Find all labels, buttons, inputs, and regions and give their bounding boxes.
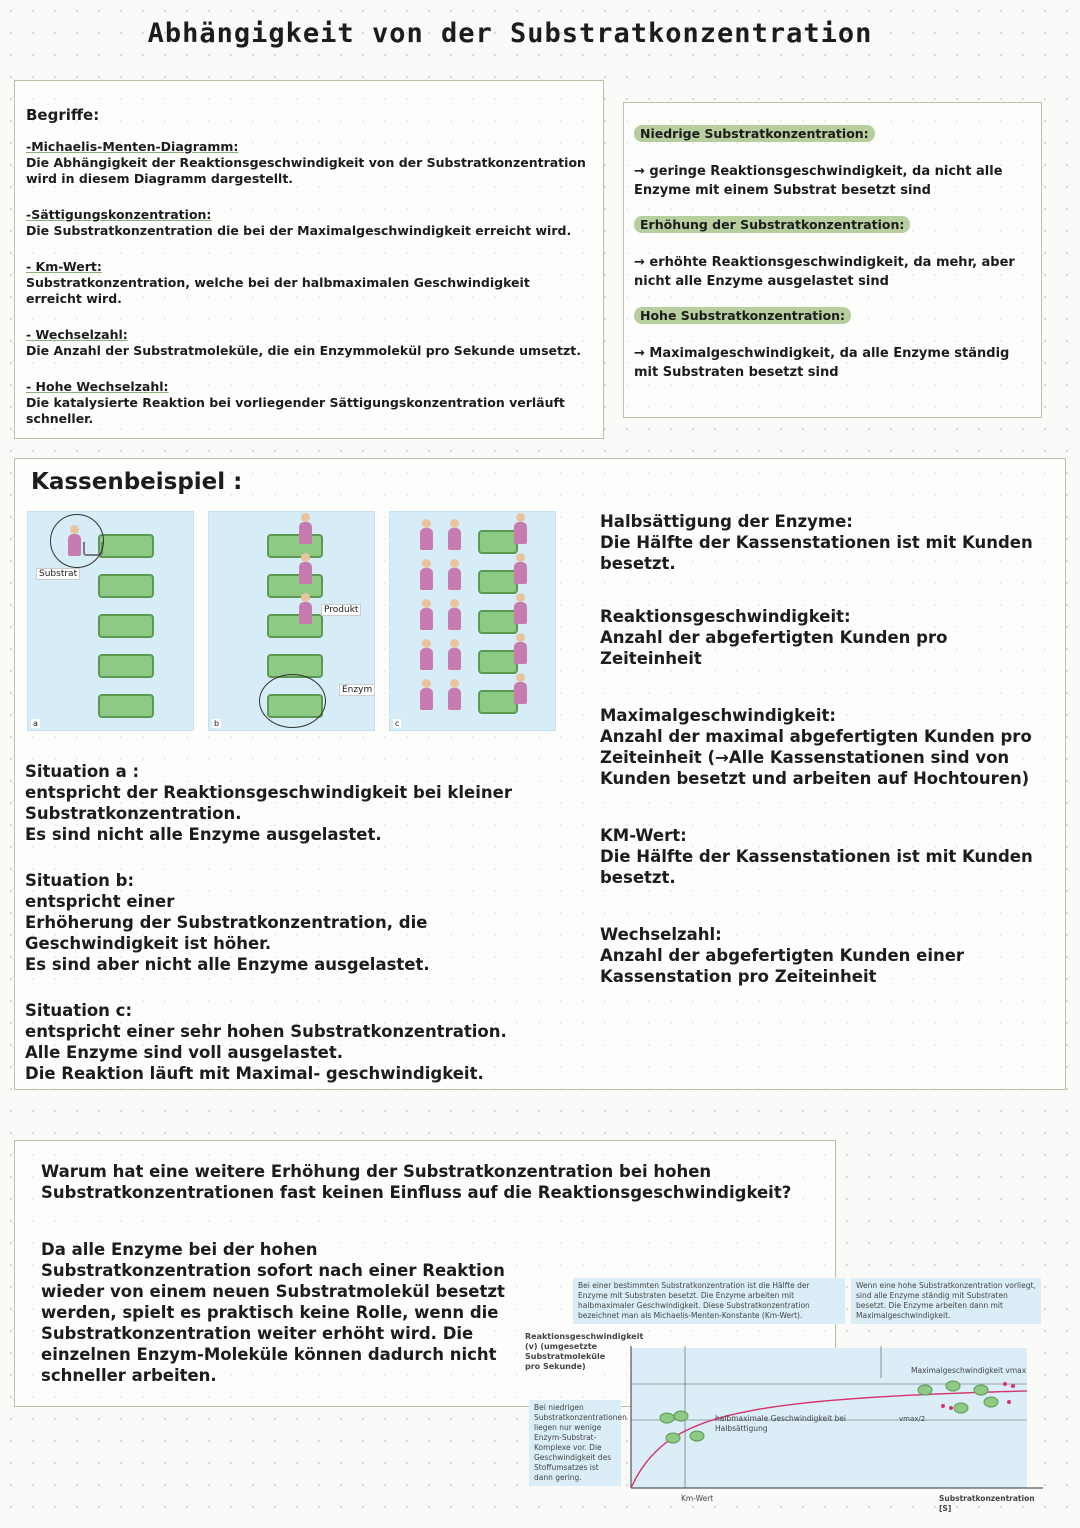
graph-note-vmax: Wenn eine hohe Substratkonzentration vorliegt, sind alle Enzyme ständig mit Substraten besetzt. Die Enzyme arbeiten dann mit Maximalgeschwindigkeit. (851, 1278, 1041, 1324)
konz-list (634, 123, 1029, 382)
graph-km-label: Km-Wert (681, 1494, 714, 1503)
begriff-item (26, 327, 586, 359)
kassen-def-text: Anzahl der abgefertigten Kunden pro Zeiteinheit (600, 628, 948, 668)
situation-head: Situation a : (25, 762, 140, 781)
situation-line: Es sind nicht alle Enzyme ausgelastet. (25, 825, 382, 844)
konz-item (634, 214, 1029, 291)
kassen-def-head: Halbsättigung der Enzyme: (600, 512, 853, 531)
konz-text: → geringe Reaktionsgeschwindigkeit, da nicht alle Enzyme mit einem Substrat besetzt sind (634, 164, 1003, 198)
kassen-def-item (600, 705, 1052, 789)
situation-head: Situation b: (25, 871, 135, 890)
situation-line: Die Reaktion läuft mit Maximal- geschwindigkeit. (25, 1064, 484, 1083)
begriff-def: Die Anzahl der Substratmoleküle, die ein Enzymmolekül pro Sekunde umsetzt. (26, 343, 581, 358)
graph-ylabel: Reaktionsgeschwindigkeit (v) (umgesetzte Substratmoleküle pro Sekunde) (525, 1332, 644, 1371)
panel-label-c: c (395, 719, 400, 728)
kassen-def-head: Reaktionsgeschwindigkeit: (600, 607, 851, 626)
situation-c (25, 1000, 585, 1084)
konz-text: → Maximalgeschwindigkeit, da alle Enzyme ständig mit Substraten besetzt sind (634, 346, 1010, 380)
begriff-term: -Sättigungskonzentration: (26, 207, 212, 222)
kassen-def-text: Anzahl der abgefertigten Kunden einer Kassenstation pro Zeiteinheit (600, 946, 965, 986)
begriff-term: - Wechselzahl: (26, 327, 128, 342)
situation-line: entspricht der Reaktionsgeschwindigkeit bei kleiner (25, 783, 512, 802)
begriff-term: - Km-Wert: (26, 259, 102, 274)
frage-answer: Da alle Enzyme bei der hohen Substratkonzentration sofort nach einer Reaktion wieder von einem neuen Substratmolekül besetzt werden, spielt es praktisch keine Rolle, wenn die Substratkonzentration weiter erhöht wird. Die einzelnen Enzym-Moleküle können dadurch nicht schneller arbeiten. (41, 1240, 505, 1385)
michaelis-menten-graph (525, 1276, 1045, 1513)
konz-head: Niedrige Substratkonzentration: (634, 125, 875, 142)
tag-produkt: Produkt (321, 604, 361, 616)
graph-vmax-label: Maximalgeschwindigkeit vmax (911, 1366, 1027, 1375)
situation-line: entspricht einer sehr hohen Substratkonzentration. (25, 1022, 507, 1041)
panel-label-b: b (214, 719, 220, 728)
page-title: Abhängigkeit von der Substratkonzentration (147, 18, 873, 49)
graph-half-label: halbmaximale Geschwindigkeit bei Halbsättigung (715, 1414, 846, 1433)
kassen-definitions (600, 511, 1052, 987)
begriff-def: Die Abhängigkeit der Reaktionsgeschwindigkeit von der Substratkonzentration wird in diesem Diagramm dargestellt. (26, 155, 586, 186)
illustration-panel-b (208, 511, 375, 731)
illustration-panel-c (389, 511, 556, 731)
konz-text: → erhöhte Reaktionsgeschwindigkeit, da mehr, aber nicht alle Enzyme ausgelastet sind (634, 255, 1015, 289)
begriff-item (26, 207, 586, 239)
kassen-def-item (600, 825, 1052, 888)
highlight-circle (259, 674, 326, 728)
begriff-def: Die Substratkonzentration die bei der Maximalgeschwindigkeit erreicht wird. (26, 223, 572, 238)
kassen-def-head: Maximalgeschwindigkeit: (600, 706, 836, 725)
situation-a (25, 761, 585, 845)
konz-head: Erhöhung der Substratkonzentration: (634, 216, 910, 233)
konz-head: Hohe Substratkonzentration: (634, 307, 851, 324)
konz-item (634, 305, 1029, 382)
graph-half-symbol: vmax/2 (899, 1415, 926, 1423)
tag-enzym: Enzym (339, 684, 375, 696)
kassen-def-head: Wechselzahl: (600, 925, 722, 944)
begriff-def: Die katalysierte Reaktion bei vorliegender Sättigungskonzentration verläuft schneller. (26, 395, 565, 426)
kassen-def-text: Anzahl der maximal abgefertigten Kunden pro Zeiteinheit (→Alle Kassenstationen sind von Kunden besetzt und arbeiten auf Hochtouren) (600, 727, 1032, 788)
situation-line: entspricht einer (25, 892, 175, 911)
begriffe-list (26, 139, 586, 427)
situation-b (25, 870, 585, 975)
begriff-item (26, 379, 586, 427)
situations (25, 761, 585, 1084)
kassen-def-head: KM-Wert: (600, 826, 687, 845)
situation-line: Substratkonzentration. (25, 804, 242, 823)
kassen-def-item (600, 606, 1052, 669)
tag-substrat: Substrat (36, 568, 80, 580)
kassen-def-text: Die Hälfte der Kassenstationen ist mit Kunden besetzt. (600, 533, 1033, 573)
begriff-def: Substratkonzentration, welche bei der halbmaximalen Geschwindigkeit erreicht wird. (26, 275, 530, 306)
graph-note-km: Bei einer bestimmten Substratkonzentration ist die Hälfte der Enzyme mit Substraten besetzt. Die Enzyme arbeiten mit halbmaximaler Geschwindigkeit. Diese Substratkonzentration bezeichnet man als Michaelis-Menten-Konstante (Km-Wert). (573, 1278, 845, 1324)
begriffe-heading: Begriffe: (26, 106, 100, 124)
situation-line: Erhöherung der Substratkonzentration, die (25, 913, 428, 932)
kassen-heading: Kassenbeispiel : (31, 469, 243, 495)
frage-question: Warum hat eine weitere Erhöhung der Substratkonzentration bei hohen Substratkonzentrationen fast keinen Einfluss auf die Reaktionsgeschwindigkeit? (41, 1162, 792, 1202)
begriffe-box (14, 80, 604, 439)
graph-note-low: Bei niedrigen Substratkonzentrationen liegen nur wenige Enzym-Substrat-Komplexe vor. Die Geschwindigkeit des Stoffumsatzes ist dann gering. (529, 1400, 621, 1486)
situation-line: Alle Enzyme sind voll ausgelastet. (25, 1043, 343, 1062)
kassen-def-text: Die Hälfte der Kassenstationen ist mit Kunden besetzt. (600, 847, 1033, 887)
begriff-term: - Hohe Wechselzahl: (26, 379, 169, 394)
kassenbeispiel-box (14, 458, 1066, 1090)
konzentration-box (623, 102, 1042, 418)
situation-head: Situation c: (25, 1001, 133, 1020)
begriff-item (26, 139, 586, 187)
graph-xlabel: Substratkonzentration [S] (939, 1494, 1035, 1513)
situation-line: Es sind aber nicht alle Enzyme ausgelastet. (25, 955, 430, 974)
kassen-def-item (600, 511, 1052, 574)
konz-item (634, 123, 1029, 200)
highlight-circle (50, 514, 104, 568)
begriff-term: -Michaelis-Menten-Diagramm: (26, 139, 239, 154)
panel-label-a: a (33, 719, 38, 728)
begriff-item (26, 259, 586, 307)
situation-line: Geschwindigkeit ist höher. (25, 934, 272, 953)
illustration-panel-a (27, 511, 194, 731)
kassen-def-item (600, 924, 1052, 987)
